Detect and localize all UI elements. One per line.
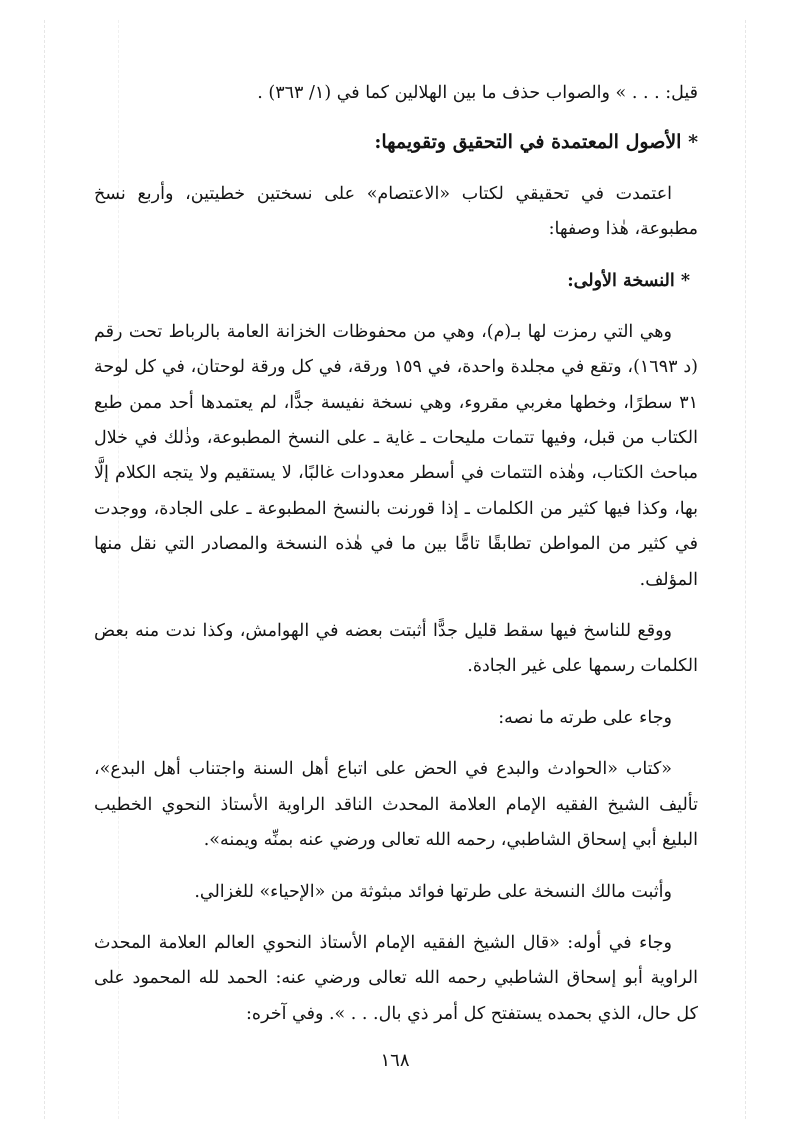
- intro-paragraph: اعتمدت في تحقيقي لكتاب «الاعتصام» على نسختين خطيتين، وأربع نسخ مطبوعة، هٰذا وصفها:: [94, 184, 698, 240]
- title-page-quote: «كتاب «الحوادث والبدع في الحض على اتباع أهل السنة واجتناب أهل البدع»، تأليف الشيخ الفقيه الإمام العلامة المحدث الناقد الراوية الأستاذ النحوي الخطيب البليغ أبي إسحاق الشاطبي، رحمه الله تعالى ورضي عنه بمنِّه ويمنه».: [94, 759, 698, 851]
- title-page-intro: وجاء على طرته ما نصه:: [498, 707, 672, 728]
- omissions-paragraph: ووقع للناسخ فيها سقط قليل جدًّا أثبتت بعضه في الهوامش، وكذا ندت منه بعض الكلمات رسمها على غير الجادة.: [94, 621, 698, 677]
- owner-notes-paragraph: وأثبت مالك النسخة على طرتها فوائد مبثوثة من «الإحياء» للغزالي.: [194, 881, 672, 902]
- opening-quote-paragraph: وجاء في أوله: «قال الشيخ الفقيه الإمام الأستاذ النحوي العالم العلامة المحدث الراوية أبو إسحاق الشاطبي رحمه الله تعالى ورضي عنه: الحمد لله المحمود على كل حال، الذي بحمده يستفتح كل أمر ذي بال. . . ». وفي آخره:: [94, 932, 698, 1024]
- page-number: ١٦٨: [380, 1050, 410, 1071]
- scan-guide-line: [745, 20, 746, 1119]
- scan-guide-line: [44, 20, 45, 1119]
- first-copy-heading: * النسخة الأولى:: [567, 270, 690, 291]
- page-body: [94, 76, 698, 1032]
- footnote-continuation: قيل: . . . » والصواب حذف ما بين الهلالين كما في (١/ ٣٦٣) .: [257, 83, 698, 103]
- copy-description-paragraph: وهي التي رمزت لها بـ(م)، وهي من محفوظات الخزانة العامة بالرباط تحت رقم (د ١٦٩٣)، وتقع في مجلدة واحدة، في ١٥٩ ورقة، في كل ورقة لوحتان، في كل لوحة ٣١ سطرًا، وخطها مغربي مقروء، وهي نسخة نفيسة جدًّا، لم يعتمدها أحد ممن طبع الكتاب من قبل، وفيها تتمات مليحات ـ غاية ـ على النسخ المطبوعة، وذٰلك في خلال مباحث الكتاب، وهٰذه التتمات في أسطر معدودات غالبًا، لا يستقيم ولا يتجه الكلام إلَّا بها، وكذا فيها كثير من الكلمات ـ إذا قورنت بالنسخ المطبوعة ـ على الجادة، ووجدت في كثير من المواطن تطابقًا تامًّا بين ما في هٰذه النسخة والمصادر التي نقل منها المؤلف.: [94, 321, 698, 590]
- section-heading: * الأصول المعتمدة في التحقيق وتقويمها:: [374, 131, 698, 153]
